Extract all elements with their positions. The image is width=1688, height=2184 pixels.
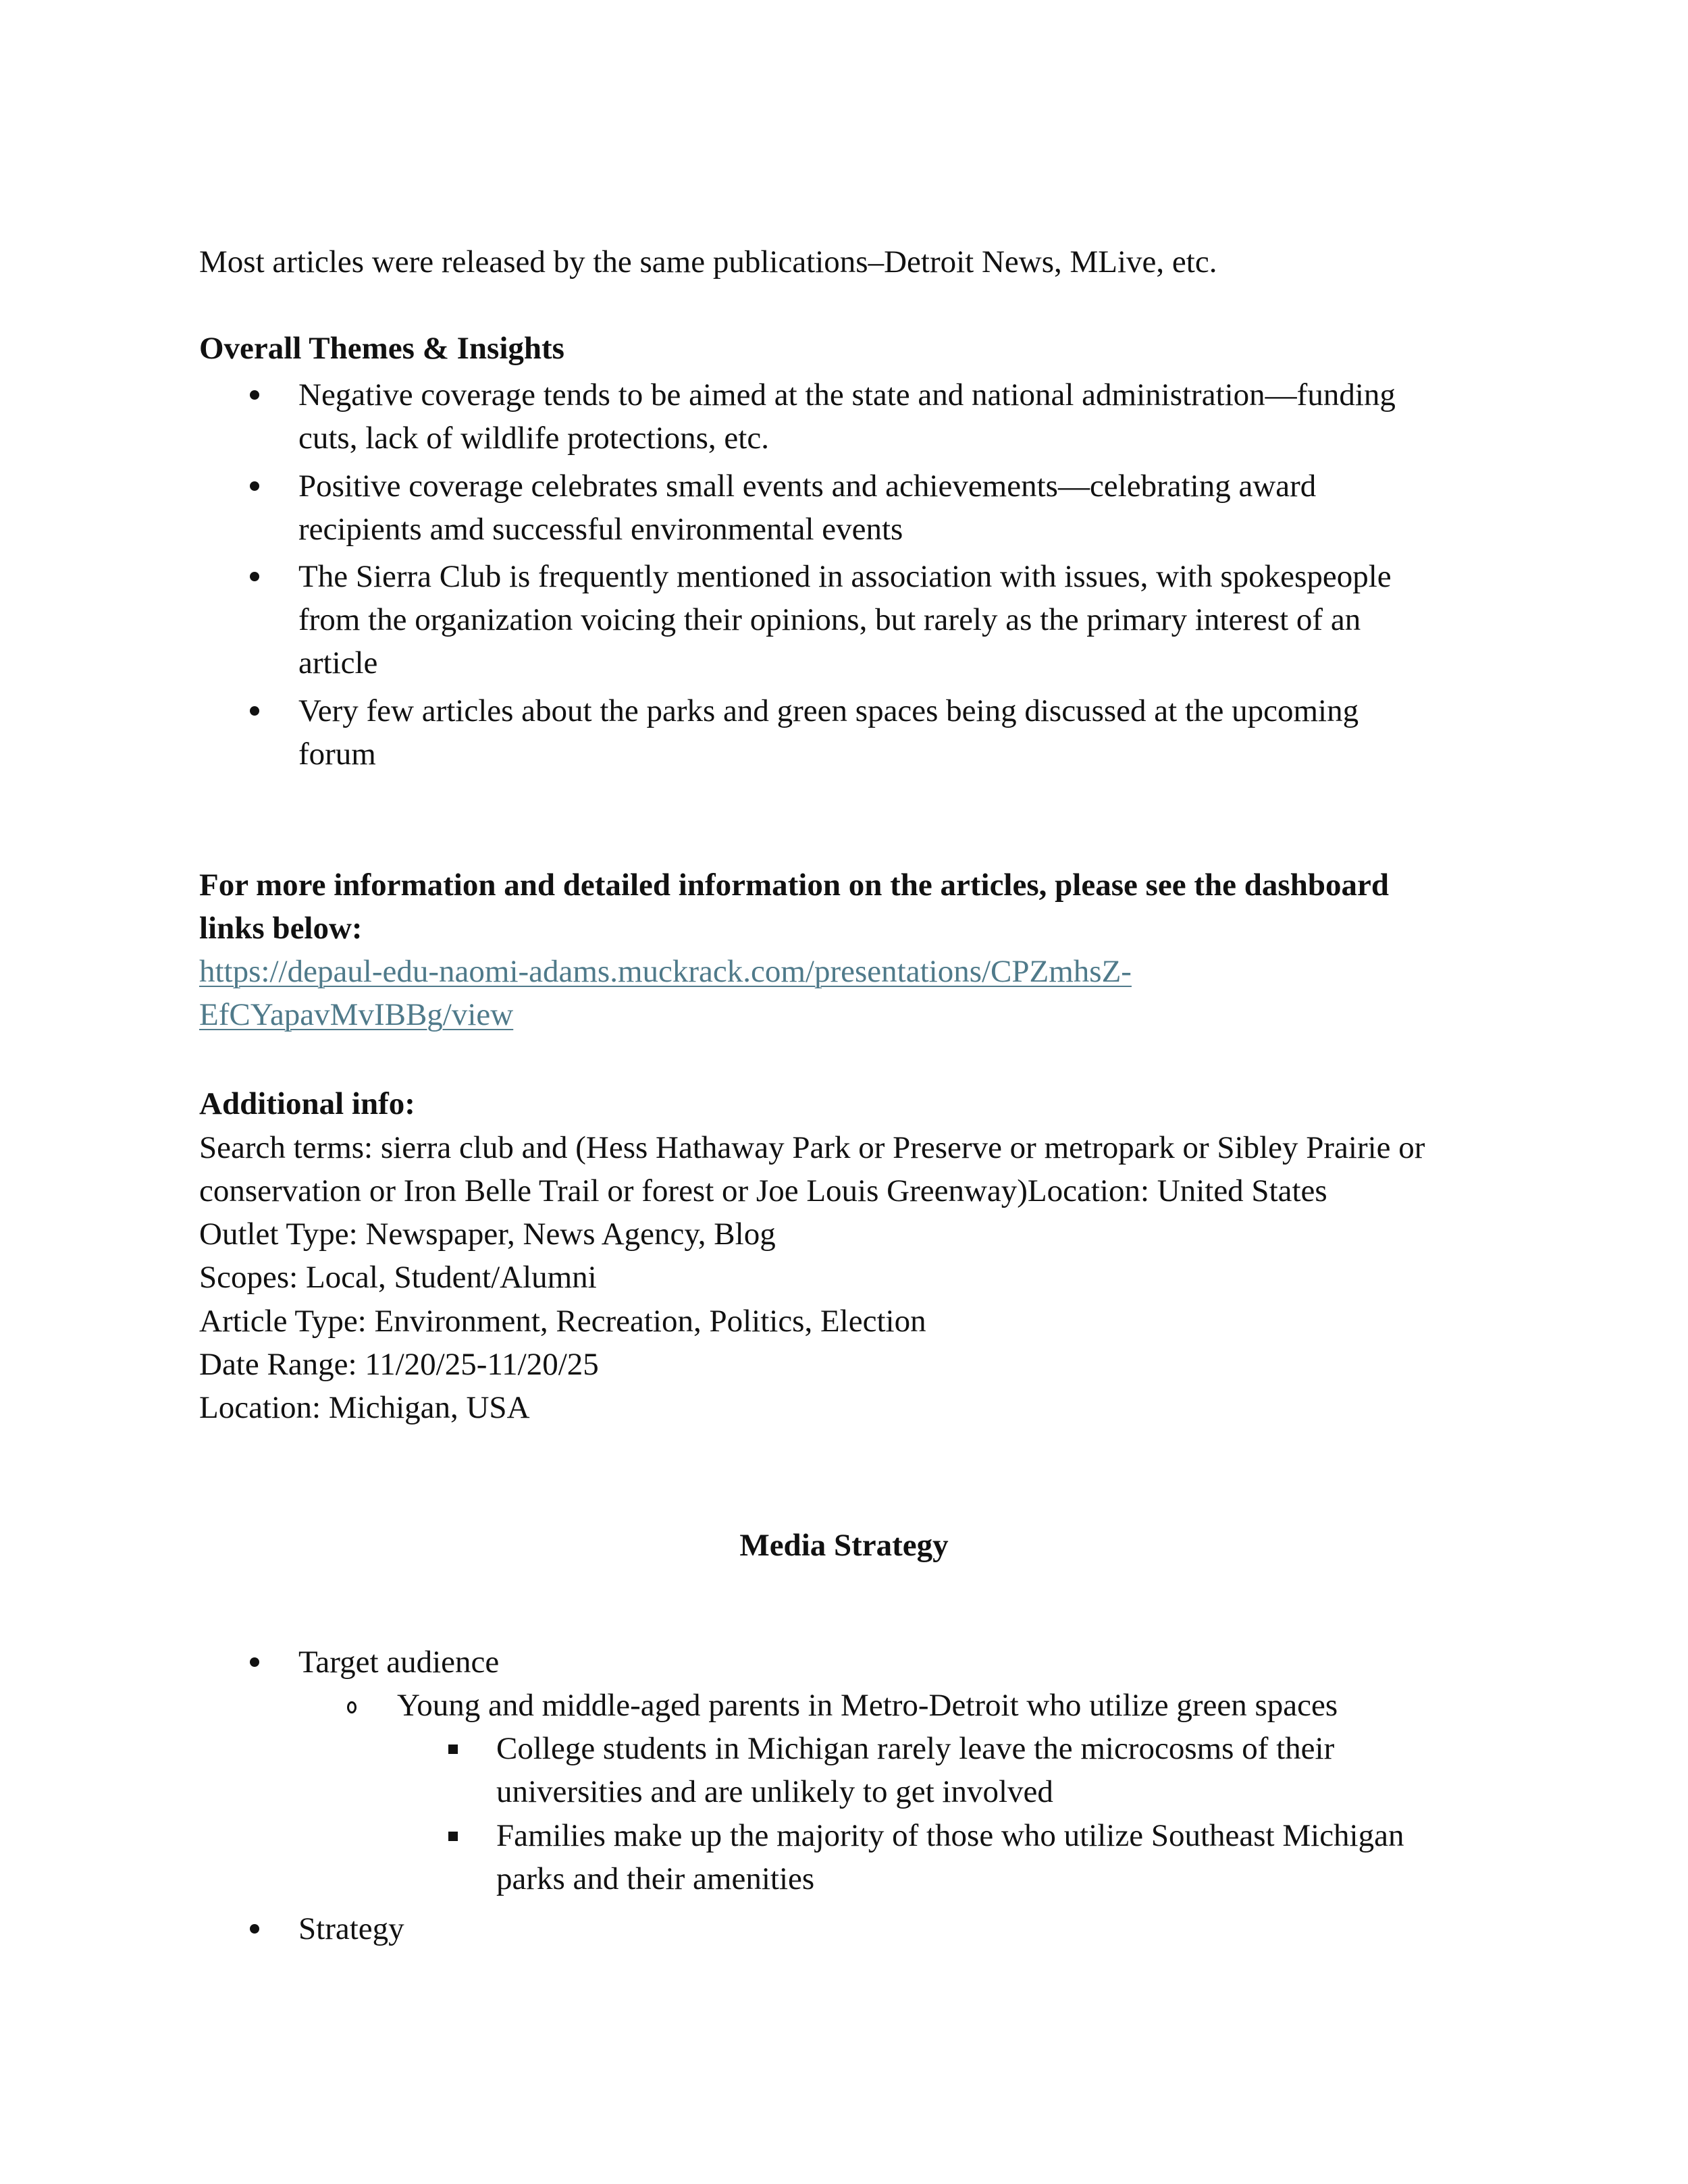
search-terms-line-2: conservation or Iron Belle Trail or forest or Joe Louis Greenway)Location: United States xyxy=(199,1173,1327,1208)
bullet-icon xyxy=(250,706,259,716)
theme-bullet-4-line-2: forum xyxy=(298,737,376,772)
location: Location: Michigan, USA xyxy=(199,1390,530,1425)
media-strategy-title: Media Strategy xyxy=(739,1528,949,1563)
theme-bullet-2-line-1: Positive coverage celebrates small events and achievements—celebrating award xyxy=(298,469,1317,504)
square-bullet-icon xyxy=(448,1744,458,1754)
dashboard-heading-line-1: For more information and detailed information on the articles, please see the dashboard xyxy=(199,868,1389,903)
theme-bullet-1-line-1: Negative coverage tends to be aimed at the state and national administration—funding xyxy=(298,377,1396,412)
bullet-icon xyxy=(250,1657,259,1667)
date-range: Date Range: 11/20/25-11/20/25 xyxy=(199,1347,599,1382)
dashboard-link-line-2[interactable]: EfCYapavMvIBBg/view xyxy=(199,997,514,1032)
audience-subitem: Young and middle-aged parents in Metro-Detroit who utilize green spaces xyxy=(397,1688,1338,1723)
dashboard-link-line-1[interactable]: https://depaul-edu-naomi-adams.muckrack.com/presentations/CPZmhsZ- xyxy=(199,954,1132,989)
theme-bullet-4-line-1: Very few articles about the parks and green spaces being discussed at the upcoming xyxy=(298,693,1359,728)
bullet-icon xyxy=(250,572,259,581)
target-audience-item: Target audience xyxy=(298,1645,500,1680)
themes-heading: Overall Themes & Insights xyxy=(199,331,564,366)
theme-bullet-3-line-2: from the organization voicing their opinions, but rarely as the primary interest of an xyxy=(298,602,1361,637)
theme-bullet-3-line-3: article xyxy=(298,645,378,681)
square-bullet-icon xyxy=(448,1832,458,1841)
article-type: Article Type: Environment, Recreation, Politics, Election xyxy=(199,1304,926,1339)
scopes: Scopes: Local, Student/Alumni xyxy=(199,1260,597,1295)
audience-detail-2-line-2: parks and their amenities xyxy=(496,1861,815,1896)
bullet-icon xyxy=(250,481,259,491)
audience-detail-2-line-1: Families make up the majority of those who utilize Southeast Michigan xyxy=(496,1818,1404,1853)
theme-bullet-2-line-2: recipients amd successful environmental events xyxy=(298,512,903,547)
search-terms-line-1: Search terms: sierra club and (Hess Hathaway Park or Preserve or metropark or Sibley Prairie or xyxy=(199,1130,1425,1165)
publications-text: Most articles were released by the same publications–Detroit News, MLive, etc. xyxy=(199,244,1217,279)
outlet-type: Outlet Type: Newspaper, News Agency, Blog xyxy=(199,1217,776,1252)
theme-bullet-1-line-2: cuts, lack of wildlife protections, etc. xyxy=(298,421,769,456)
audience-detail-1-line-2: universities and are unlikely to get involved xyxy=(496,1774,1053,1809)
bullet-icon xyxy=(250,390,259,400)
circle-bullet-icon xyxy=(347,1701,357,1713)
audience-detail-1-line-1: College students in Michigan rarely leave the microcosms of their xyxy=(496,1731,1335,1766)
dashboard-heading-line-2: links below: xyxy=(199,911,363,946)
additional-info-heading: Additional info: xyxy=(199,1086,415,1121)
strategy-item: Strategy xyxy=(298,1911,404,1946)
bullet-icon xyxy=(250,1924,259,1934)
theme-bullet-3-line-1: The Sierra Club is frequently mentioned in association with issues, with spokespeople xyxy=(298,559,1392,594)
